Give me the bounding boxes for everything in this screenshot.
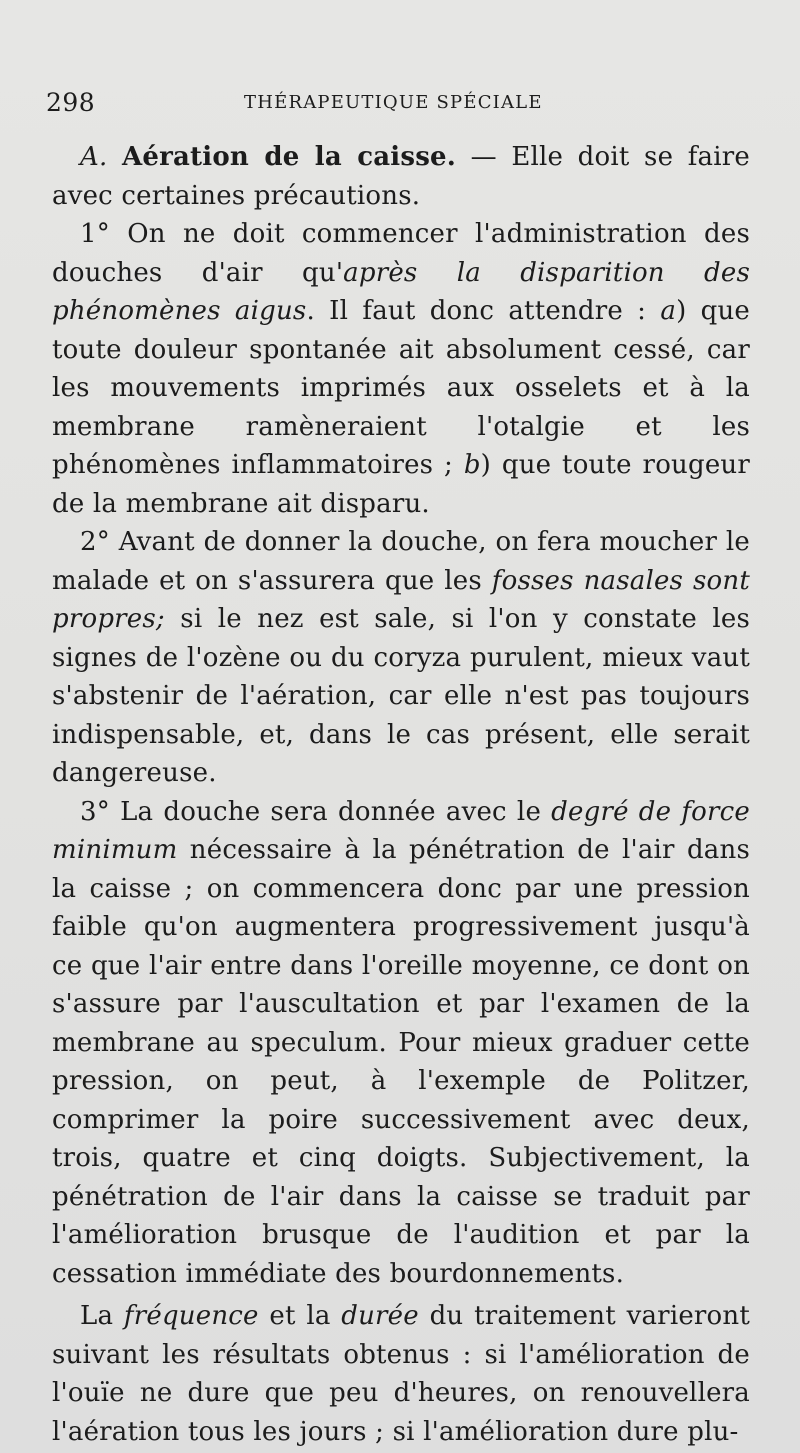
- italic-text: après la disparition des phénomènes aigus: [52, 257, 750, 326]
- paragraph-text: si le nez est sale, si l'on y constate les signes de l'ozène ou du coryza purulent, mieux vaut s'abstenir de l'aération, car elle n'est pas toujours indispensable, et, dans le cas présent, elle serait dangereuse.: [52, 604, 750, 788]
- body-text: [52, 138, 750, 1451]
- paragraph-text: La: [80, 1301, 124, 1331]
- paragraph-aeration: [52, 138, 750, 215]
- page-number: 298: [46, 88, 96, 117]
- paragraph-text: ) que toute douleur spontanée ait absolument cessé, car les mouvements imprimés aux osselets et à la membrane ramèneraient l'otalgie et les phénomènes inflammatoires ;: [52, 296, 751, 480]
- paragraph-text: et la: [258, 1301, 342, 1331]
- running-head: [46, 88, 752, 122]
- paragraph-frequency: [52, 1297, 750, 1451]
- section-letter: A.: [80, 142, 108, 172]
- italic-text: a: [660, 296, 677, 326]
- paragraph-point-1: [52, 215, 750, 523]
- paragraph-text: nécessaire à la pénétration de l'air dans la caisse ; on commencera donc par une pression faible qu'on augmentera progressivement jusqu'à ce que l'air entre dans l'oreille moyenne, ce dont on s'assure par l'auscultation et par l'examen de la membrane au speculum. Pour mieux graduer cette pression, on peut, à l'exemple de Politzer, comprimer la poire successivement avec deux, trois, quatre et cinq doigts. Subjectivement, la pénétration de l'air dans la caisse se traduit par l'amélioration brusque de l'audition et par la cessation immédiate des bourdonnements.: [52, 835, 750, 1289]
- paragraph-point-2: [52, 523, 750, 793]
- running-title: THÉRAPEUTIQUE SPÉCIALE: [244, 92, 543, 113]
- paragraph-point-3: [52, 793, 750, 1294]
- paragraph-text: — Elle doit se faire avec certaines précautions.: [52, 142, 750, 211]
- paragraph-text: 3° La douche sera donnée avec le: [80, 796, 552, 827]
- paragraph-text: . Il faut donc attendre :: [306, 296, 661, 326]
- italic-text: fréquence: [123, 1301, 259, 1331]
- paragraph-text: du traitement varieront suivant les résultats obtenus : si l'amélioration de l'ouïe ne dure que peu d'heures, on renouvellera l'aération tous les jours ; si l'amélioration dure plu-: [52, 1301, 750, 1447]
- section-heading: Aération de la caisse.: [122, 142, 457, 172]
- italic-text: durée: [341, 1301, 419, 1331]
- italic-text: b: [463, 450, 481, 480]
- italic-text: degré de force minimum: [52, 796, 750, 865]
- paragraph-text: 2° Avant de donner la douche, on fera moucher le malade et on s'assurera que les: [52, 527, 750, 596]
- paragraph-text: 1° On ne doit commencer l'administration des douches d'air qu': [52, 219, 750, 288]
- italic-text: fosses nasales sont propres;: [52, 565, 750, 634]
- paragraph-text: ) que toute rougeur de la membrane ait disparu.: [52, 450, 750, 519]
